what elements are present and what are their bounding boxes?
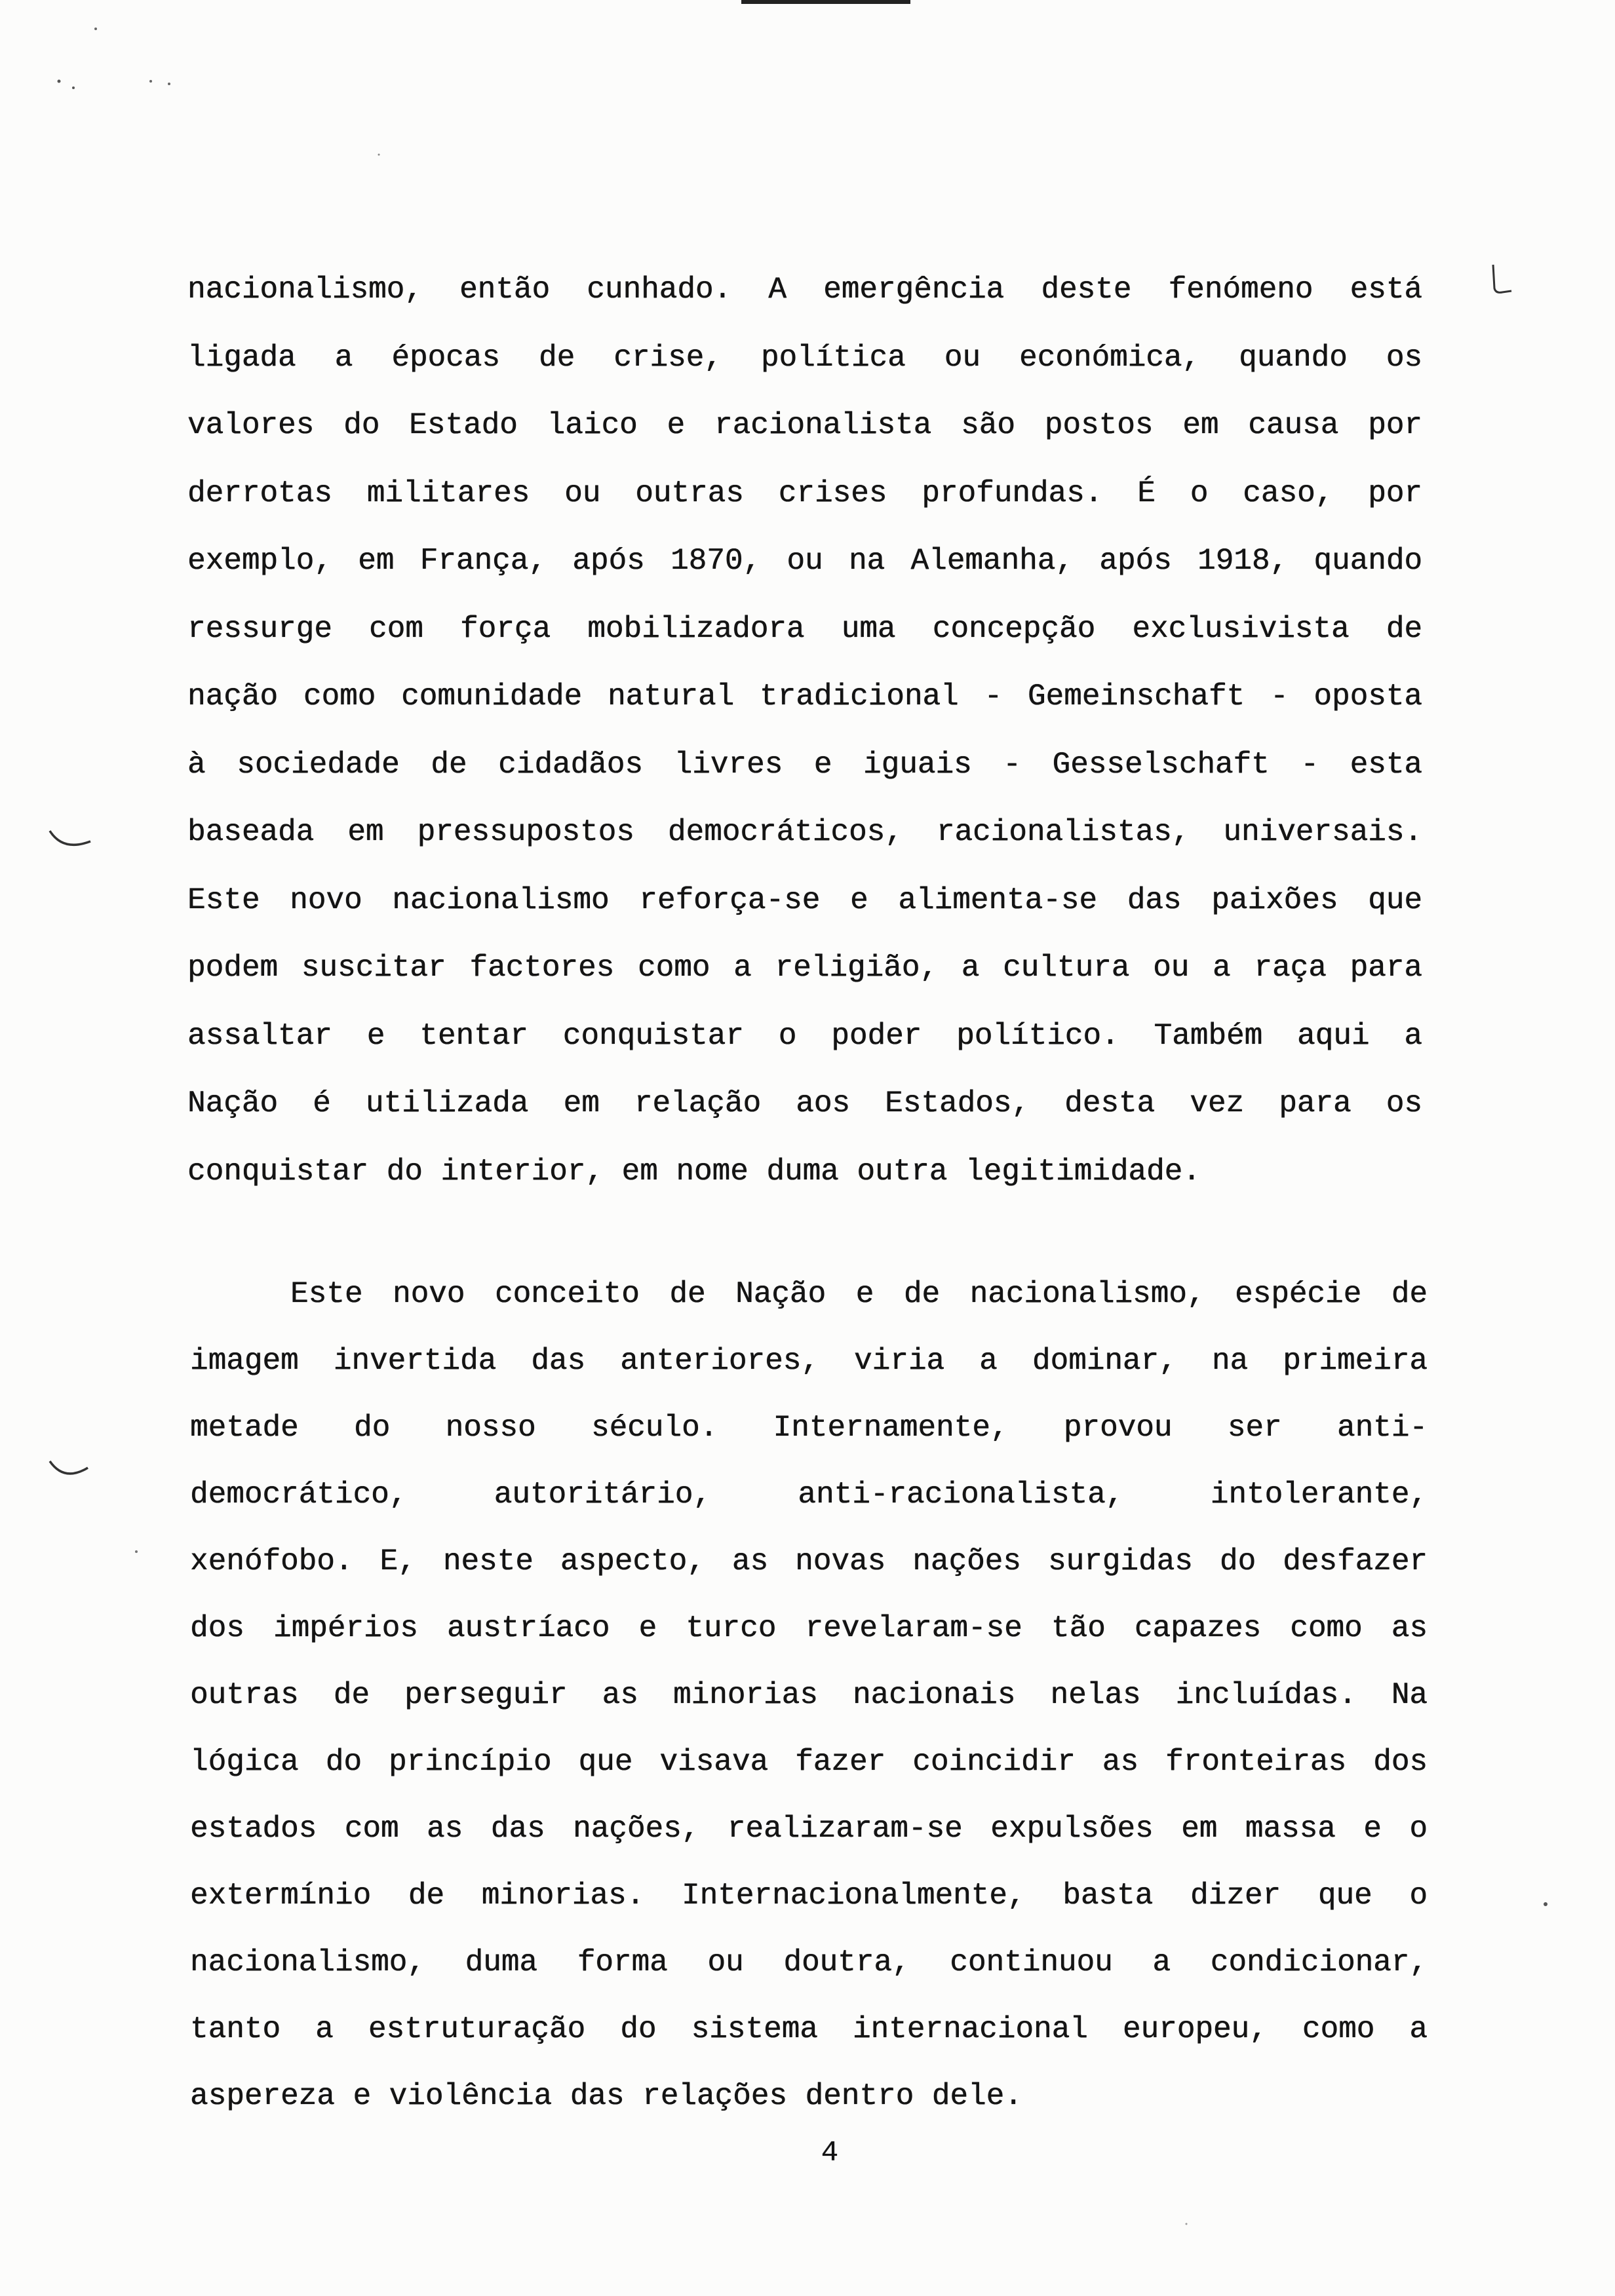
scan-speck: [72, 86, 75, 89]
text-line: ressurge com força mobilizadora uma concepção exclusivista de: [187, 611, 1422, 646]
text-line: conquistar do interior, em nome duma outra legitimidade.: [187, 1154, 1201, 1189]
text-line: xenófobo. E, neste aspecto, as novas nações surgidas do desfazer: [190, 1544, 1428, 1578]
text-line: outras de perseguir as minorias nacionais nelas incluídas. Na: [190, 1678, 1428, 1712]
margin-curve-mark-2: [50, 1461, 88, 1474]
text-line: nacionalismo, então cunhado. A emergência deste fenómeno está: [187, 273, 1422, 307]
paragraph-1: [187, 256, 1422, 1206]
scan-speck: [1186, 2223, 1188, 2225]
scan-speck: [135, 1550, 138, 1553]
text-line: valores do Estado laico e racionalista são postos em causa por: [187, 408, 1422, 442]
text-line: Nação é utilizada em relação aos Estados, desta vez para os: [187, 1086, 1422, 1120]
scan-speck: [58, 80, 61, 83]
scan-speck: [1544, 1902, 1547, 1906]
text-line: estados com as das nações, realizaram-se expulsões em massa e o: [190, 1812, 1428, 1846]
text-line: extermínio de minorias. Internacionalmente, basta dizer que o: [190, 1879, 1428, 1913]
scan-speck: [168, 83, 170, 85]
text-line: aspereza e violência das relações dentro dele.: [190, 2079, 1022, 2113]
text-line: Este novo nacionalismo reforça-se e alimenta-se das paixões que: [187, 883, 1422, 917]
scan-speck: [149, 80, 152, 83]
text-line: ligada a épocas de crise, política ou económica, quando os: [187, 340, 1422, 375]
top-edge-rule: [741, 0, 910, 4]
paragraph-2: [190, 1261, 1428, 2130]
text-line: imagem invertida das anteriores, viria a dominar, na primeira: [190, 1344, 1428, 1378]
text-line: nação como comunidade natural tradicional - Gemeinschaft - oposta: [187, 679, 1422, 714]
text-line: democrático, autoritário, anti-racionalista, intolerante,: [190, 1478, 1428, 1512]
text-line: derrotas militares ou outras crises profundas. É o caso, por: [187, 476, 1422, 510]
text-line: Este novo conceito de Nação e de nacionalismo, espécie de: [290, 1277, 1428, 1311]
text-line: assaltar e tentar conquistar o poder político. Também aqui a: [187, 1018, 1422, 1053]
scan-speck: [94, 28, 97, 30]
text-line: à sociedade de cidadãos livres e iguais - Gesselschaft - esta: [187, 747, 1422, 782]
margin-check-mark: [1493, 265, 1511, 292]
text-line: exemplo, em França, após 1870, ou na Alemanha, após 1918, quando: [187, 544, 1422, 578]
text-line: lógica do princípio que visava fazer coincidir as fronteiras dos: [190, 1745, 1428, 1779]
text-line: podem suscitar factores como a religião, a cultura ou a raça para: [187, 951, 1422, 985]
scan-speck: [378, 154, 380, 156]
text-line: baseada em pressupostos democráticos, racionalistas, universais.: [187, 815, 1422, 849]
text-line: dos impérios austríaco e turco revelaram-se tão capazes como as: [190, 1611, 1428, 1645]
text-line: metade do nosso século. Internamente, provou ser anti-: [190, 1411, 1428, 1445]
text-line: tanto a estruturação do sistema internacional europeu, como a: [190, 2012, 1428, 2046]
text-line: nacionalismo, duma forma ou doutra, continuou a condicionar,: [190, 1945, 1428, 1980]
margin-curve-mark-1: [50, 831, 90, 845]
page-number: 4: [821, 2137, 839, 2170]
